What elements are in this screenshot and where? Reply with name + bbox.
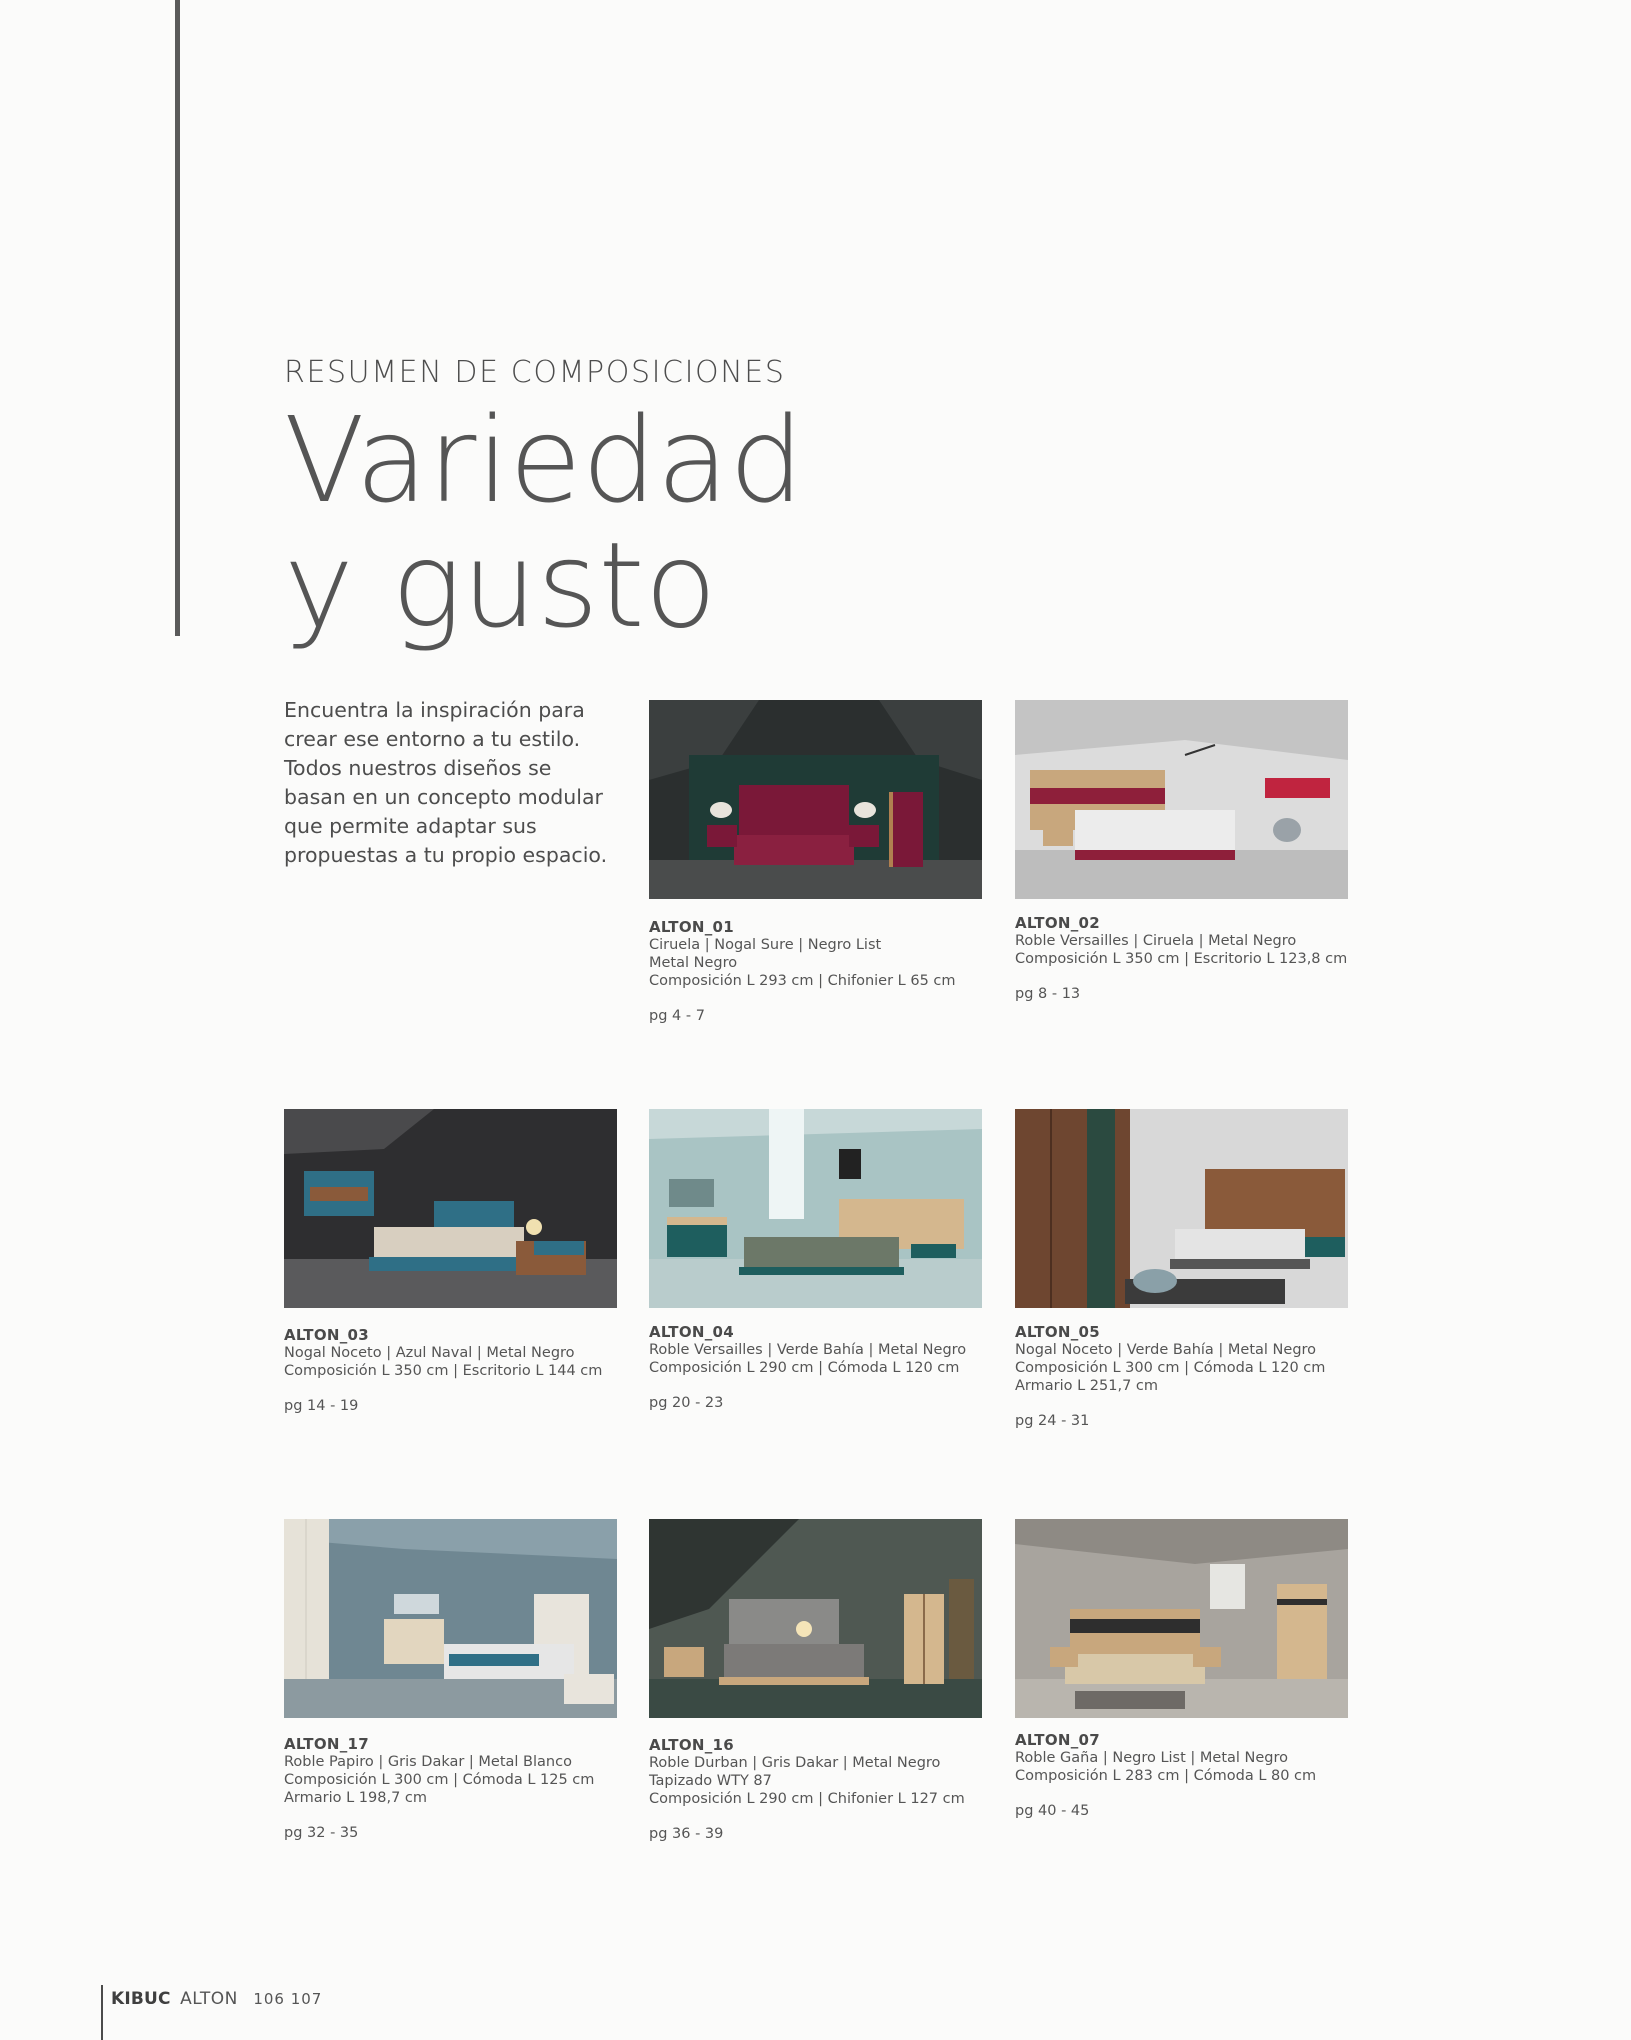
composition-card-alton-17[interactable] — [284, 1519, 617, 1841]
composition-card-alton-01[interactable] — [649, 700, 982, 1024]
vertical-accent-bar — [175, 0, 180, 636]
intro-line: que permite adaptar sus — [284, 814, 537, 838]
section-kicker: RESUMEN DE COMPOSICIONES — [284, 355, 786, 390]
page-numbers: 106 107 — [253, 1990, 323, 2008]
composition-photo[interactable] — [1015, 1109, 1348, 1308]
model-name: ALTON — [180, 1989, 238, 2009]
bedroom-image-blue-grey — [284, 1519, 617, 1718]
composition-spec: Roble Versailles | Verde Bahía | Metal Negro — [649, 1342, 967, 1358]
intro-line: propuestas a tu propio espacio. — [284, 843, 608, 867]
composition-photo[interactable] — [1015, 700, 1348, 899]
page-footer — [111, 1989, 322, 2009]
composition-card-alton-02[interactable] — [1015, 700, 1348, 1002]
composition-code: ALTON_01 — [649, 918, 734, 936]
composition-photo[interactable] — [649, 700, 982, 899]
bedroom-image-dark-green — [649, 700, 982, 899]
composition-spec: Composición L 300 cm | Cómoda L 125 cm — [284, 1772, 595, 1788]
composition-spec: Roble Papiro | Gris Dakar | Metal Blanco — [284, 1754, 572, 1770]
composition-spec: Composición L 290 cm | Cómoda L 120 cm — [649, 1360, 960, 1376]
composition-spec: Composición L 350 cm | Escritorio L 123,8 cm — [1015, 951, 1348, 967]
composition-spec: Roble Gaña | Negro List | Metal Negro — [1015, 1750, 1289, 1766]
composition-card-alton-05[interactable] — [1015, 1109, 1348, 1429]
composition-code: ALTON_17 — [284, 1735, 369, 1753]
composition-spec: Armario L 198,7 cm — [284, 1790, 428, 1806]
composition-code: ALTON_16 — [649, 1736, 734, 1754]
composition-spec: Ciruela | Nogal Sure | Negro List — [649, 937, 882, 953]
bedroom-image-warm-grey — [1015, 1519, 1348, 1718]
composition-pages: pg 8 - 13 — [1015, 986, 1081, 1002]
composition-card-alton-07[interactable] — [1015, 1519, 1348, 1819]
bedroom-image-walnut — [1015, 1109, 1348, 1308]
composition-spec: Nogal Noceto | Verde Bahía | Metal Negro — [1015, 1342, 1317, 1358]
composition-spec: Armario L 251,7 cm — [1015, 1378, 1159, 1394]
composition-code: ALTON_04 — [649, 1323, 734, 1341]
composition-code: ALTON_05 — [1015, 1323, 1100, 1341]
composition-pages: pg 20 - 23 — [649, 1395, 724, 1411]
bedroom-image-dark-blue — [284, 1109, 617, 1308]
composition-pages: pg 32 - 35 — [284, 1825, 359, 1841]
composition-pages: pg 14 - 19 — [284, 1398, 359, 1414]
composition-spec: Tapizado WTY 87 — [649, 1773, 772, 1789]
composition-spec: Composición L 293 cm | Chifonier L 65 cm — [649, 973, 956, 989]
composition-card-alton-16[interactable] — [649, 1519, 982, 1842]
composition-photo[interactable] — [284, 1519, 617, 1718]
composition-pages: pg 36 - 39 — [649, 1826, 724, 1842]
intro-line: crear ese entorno a tu estilo. — [284, 727, 581, 751]
composition-spec: Roble Versailles | Ciruela | Metal Negro — [1015, 933, 1297, 949]
composition-code: ALTON_07 — [1015, 1731, 1100, 1749]
composition-pages: pg 40 - 45 — [1015, 1803, 1090, 1819]
intro-line: Encuentra la inspiración para — [284, 698, 585, 722]
composition-photo[interactable] — [649, 1109, 982, 1308]
composition-card-alton-03[interactable] — [284, 1109, 617, 1414]
composition-spec: Metal Negro — [649, 955, 738, 971]
bedroom-image-olive — [649, 1519, 982, 1718]
composition-pages: pg 24 - 31 — [1015, 1413, 1090, 1429]
intro-text — [284, 696, 614, 870]
brand-name: KIBUC — [111, 1989, 171, 2009]
composition-spec: Nogal Noceto | Azul Naval | Metal Negro — [284, 1345, 575, 1361]
bedroom-image-aqua — [649, 1109, 982, 1308]
composition-spec: Roble Durban | Gris Dakar | Metal Negro — [649, 1755, 941, 1771]
bedroom-image-light-grey — [1015, 700, 1348, 899]
composition-spec: Composición L 300 cm | Cómoda L 120 cm — [1015, 1360, 1326, 1376]
composition-code: ALTON_03 — [284, 1326, 369, 1344]
composition-spec: Composición L 290 cm | Chifonier L 127 cm — [649, 1791, 965, 1807]
composition-pages: pg 4 - 7 — [649, 1008, 705, 1024]
composition-code: ALTON_02 — [1015, 914, 1100, 932]
composition-card-alton-04[interactable] — [649, 1109, 982, 1411]
page-title — [284, 391, 804, 654]
composition-spec: Composición L 283 cm | Cómoda L 80 cm — [1015, 1768, 1317, 1784]
composition-photo[interactable] — [1015, 1519, 1348, 1718]
composition-photo[interactable] — [284, 1109, 617, 1308]
footer-divider — [101, 1985, 103, 2040]
intro-line: Todos nuestros diseños se — [284, 756, 552, 780]
title-line-1: Variedad — [284, 391, 804, 529]
composition-photo[interactable] — [649, 1519, 982, 1718]
intro-line: basan en un concepto modular — [284, 785, 603, 809]
title-line-2: y gusto — [284, 516, 717, 654]
composition-spec: Composición L 350 cm | Escritorio L 144 cm — [284, 1363, 603, 1379]
